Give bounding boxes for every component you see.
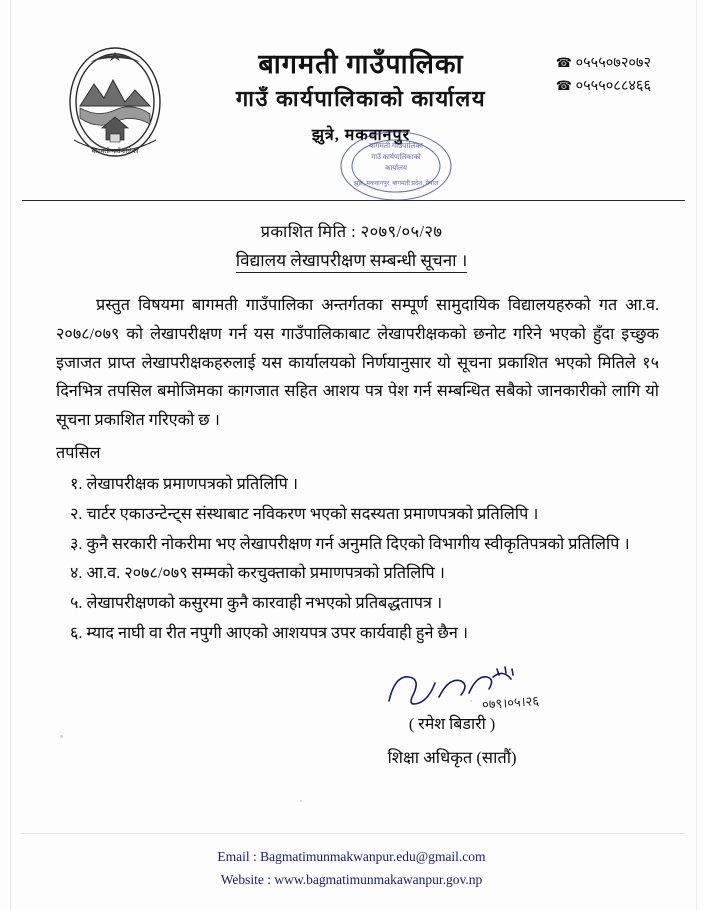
municipality-emblem-icon (56, 36, 174, 162)
organization-address: झुत्रे, मकवानपुर (311, 127, 411, 145)
svg-text:गाउँ कार्यपालिकाको: गाउँ कार्यपालिकाको (371, 153, 421, 161)
signatory-designation: शिक्षा अधिकृत (सातौं) (387, 748, 517, 768)
letterhead (0, 0, 703, 205)
signature-block (337, 663, 567, 773)
requirements-list (56, 470, 659, 648)
phone-number-1: ०५५५०७२०७२ (575, 55, 651, 71)
list-item: ४. आ.व. २०७८/०७९ सम्मको करचुक्ताको प्रमाणपत्रको प्रतिलिपि । (70, 564, 445, 583)
phone-number-2: ०५५५०८८४६६ (575, 78, 651, 95)
footer-divider (22, 833, 685, 834)
svg-text:झुक्रे, मकवानपुर, बागमती प्रदे: झुक्रे, मकवानपुर, बागमती प्रदेश, नेपाल (353, 180, 439, 187)
list-item: ६. म्याद नाघी वा रीत नपुगी आएको आशयपत्र उपर कार्यवाही हुने छैन । (70, 624, 469, 643)
scan-speck (470, 700, 472, 702)
official-round-stamp (330, 128, 462, 204)
page-title: विद्यालय लेखापरीक्षण सम्बन्धी सूचना । (236, 248, 468, 273)
list-item: ३. कुनै सरकारी नोकरीमा भए लेखापरीक्षण गर्न अनुमति दिएको विभागीय स्वीकृतिपत्रको प्रतिलिपि । (70, 534, 630, 553)
scan-speck (300, 800, 302, 802)
published-date: प्रकाशित मिति : २०७९/०५/२७ (260, 222, 443, 241)
list-item: ५. लेखापरीक्षणको कसुरमा कुनै कारवाही नभएको प्रतिबद्धतापत्र । (70, 594, 443, 613)
organization-name: बागमती गाउँपालिका (258, 49, 464, 79)
list-item: १. लेखापरीक्षक प्रमाणपत्रको प्रतिलिपि । (70, 474, 298, 493)
telephone-icon: ☎ (555, 55, 572, 70)
list-heading: तपसिल (56, 444, 101, 463)
phone-line-1 (556, 52, 651, 75)
svg-text:कार्यालय: कार्यालय (385, 164, 407, 172)
header-divider (22, 200, 685, 201)
document-meta (0, 219, 703, 273)
organization-subtitle: गाउँ कार्यपालिकाको कार्यालय (235, 85, 487, 111)
notice-paragraph: प्रस्तुत विषयमा बागमती गाउँपालिका अन्तर्गतका सम्पूर्ण सामुदायिक विद्यालयहरुको गत आ.व. २०७८/०७९ को लेखापरीक्षण गर्न यस गाउँपालिकाबाट लेखापरीक्षकको छनोट गरिने भएको हुँदा इच्छुक इजाजत प्राप्त लेखापरीक्षकहरुलाई यस कार्यालयको निर्णयानुसार यो सूचना प्रकाशित भएको मितिले १५ दिनभित्र तपसिल बमोजिमका कागजात सहित आशय पत्र पेश गर्न सम्बन्धित सबैको जानकारीको लागि यो सूचना प्रकाशित गरिएको छ । (56, 296, 659, 430)
signatory-name: ( रमेश बिडारी ) (408, 715, 496, 733)
footer-email: Email : Bagmatimunmakwanpur.edu@gmail.com (217, 849, 486, 865)
svg-text:बागमती गाउँपालिका: बागमती गाउँपालिका (91, 148, 139, 155)
footer-website: Website : www.bagmatimunmakawanpur.gov.np (220, 872, 483, 888)
document-footer (0, 846, 703, 892)
svg-text:बागमती गाउँपालिका: बागमती गाउँपालिका (368, 141, 424, 150)
phone-numbers (556, 52, 651, 98)
phone-line-2 (556, 75, 651, 98)
telephone-icon: ☎ (555, 78, 572, 94)
signature-date: ०७९।०५।२६ (481, 692, 540, 712)
document-body (56, 291, 659, 773)
list-item: २. चार्टर एकाउन्टेन्ट्स संस्थाबाट नविकरण भएको सदस्यता प्रमाणपत्रको प्रतिलिपि । (70, 504, 539, 523)
scan-speck (60, 735, 63, 738)
